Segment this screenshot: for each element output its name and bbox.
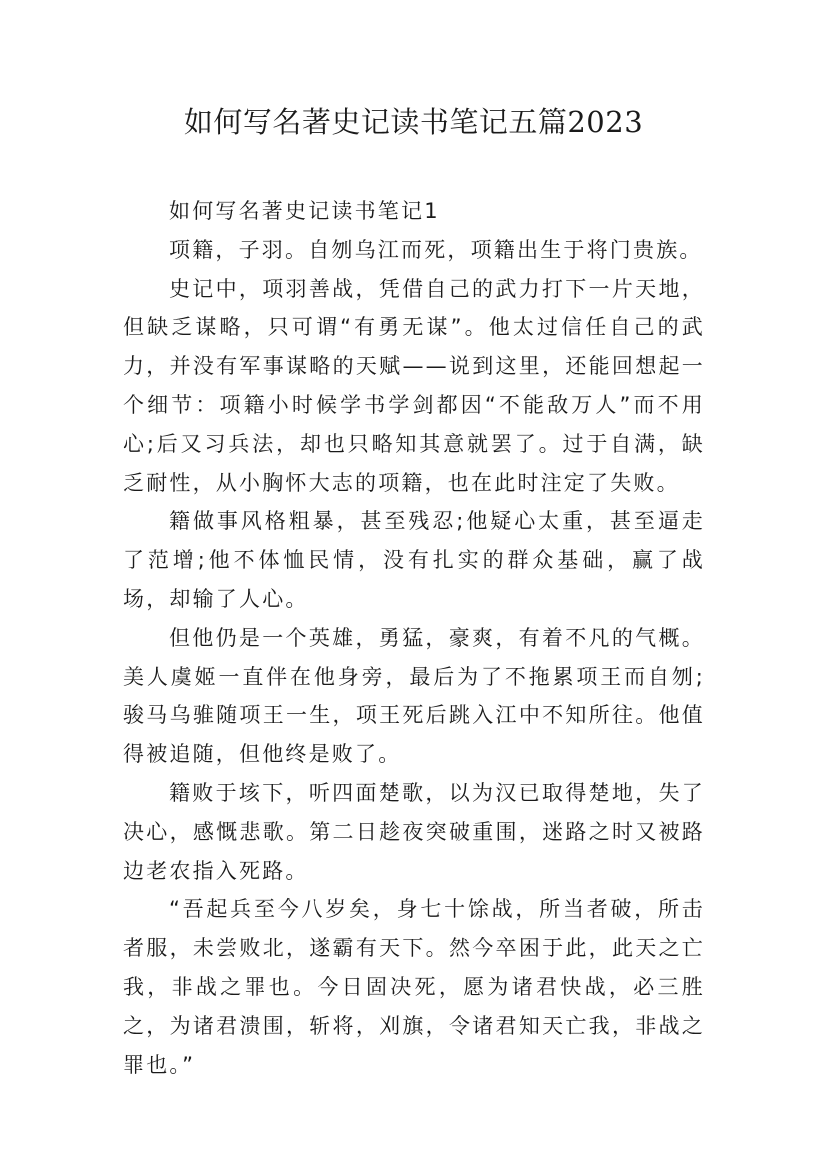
paragraph: 史记中，项羽善战，凭借自己的武力打下一片天地，但缺乏谋略，只可谓“有勇无谋”。他太过信任自己的武力，并没有军事谋略的天赋——说到这里，还能回想起一个细节：项籍小时候学书学剑都因“不能敌万人”而不用心;后又习兵法，却也只略知其意就罢了。过于自满，缺乏耐性，从小胸怀大志的项籍，也在此时注定了失败。 — [123, 276, 705, 495]
document-body — [123, 192, 705, 1084]
paragraph: 籍做事风格粗暴，甚至残忍;他疑心太重，甚至逼走了范增;他不体恤民情，没有扎实的群众基础，赢了战场，却输了人心。 — [123, 509, 705, 611]
paragraph: 项籍，子羽。自刎乌江而死，项籍出生于将门贵族。 — [169, 237, 703, 262]
document-title: 如何写名著史记读书笔记五篇2023 — [183, 105, 644, 139]
section-heading: 如何写名著史记读书笔记1 — [169, 199, 440, 223]
paragraph: 但他仍是一个英雄，勇猛，豪爽，有着不凡的气概。美人虞姬一直伴在他身旁，最后为了不拖累项王而自刎;骏马乌骓随项王一生，项王死后跳入江中不知所往。他值得被追随，但他终是败了。 — [123, 625, 705, 767]
paragraph: 籍败于垓下，听四面楚歌，以为汉已取得楚地，失了决心，感慨悲歌。第二日趁夜突破重围，迷路之时又被路边老农指入死路。 — [123, 780, 705, 883]
quote-paragraph: “吾起兵至今八岁矣，身七十馀战，所当者破，所击者服，未尝败北，遂霸有天下。然今卒困于此，此天之亡我，非战之罪也。今日固决死，愿为诸君快战，必三胜之，为诸君溃围，斩将，刈旗，令诸君知天亡我，非战之罪也。” — [123, 897, 705, 1077]
